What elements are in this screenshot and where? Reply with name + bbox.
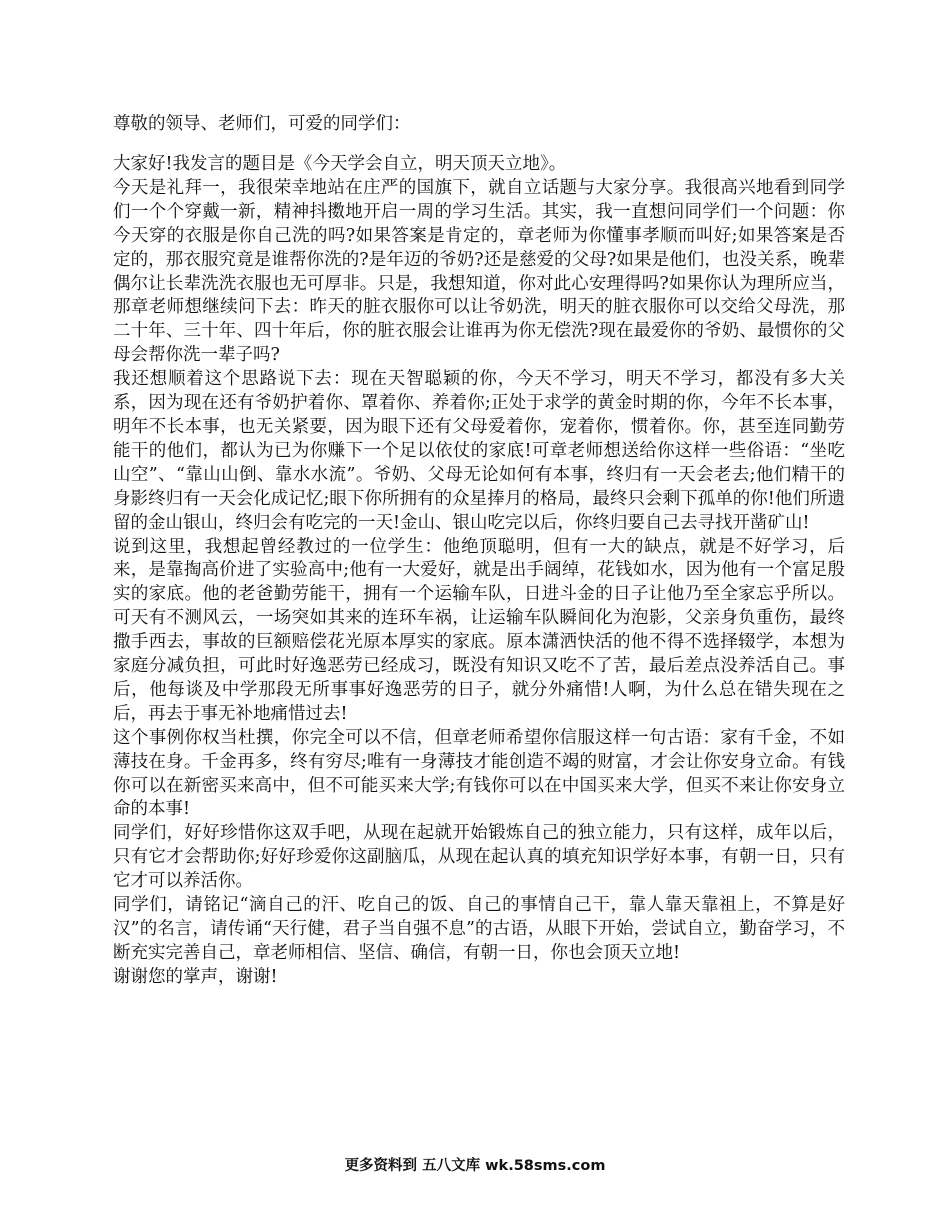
- speech-body: [113, 153, 845, 990]
- paragraph-exhortation: 同学们，请铭记“滴自己的汗、吃自己的饭、自己的事情自己干，靠人靠天靠祖上，不算是好汉”的名言，请传诵“天行健，君子当自强不息”的古语，从眼下开始，尝试自立，勤奋学习，不断充实完善自己，章老师相信、坚信、确信，有朝一日，你也会顶天立地!: [113, 895, 845, 963]
- paragraph-closing: 谢谢您的掌声，谢谢!: [113, 966, 278, 987]
- paragraph-student-story: 说到这里，我想起曾经教过的一位学生：他绝顶聪明，但有一大的缺点，就是不好学习，后来，是靠掏高价进了实验高中;他有一大爱好，就是出手阔绰，花钱如水，因为他有一个富足殷实的家底。他的老爸勤劳能干，拥有一个运输车队，日进斗金的日子让他乃至全家忘乎所以。可天有不测风云，一场突如其来的连环车祸，让运输车队瞬间化为泡影，父亲身负重伤，最终撒手西去，事故的巨额赔偿花光原本厚实的家底。原本潇洒快活的他不得不选择辍学，本想为家庭分减负担，可此时好逸恶劳已经成习，既没有知识又吃不了苦，最后差点没养活自己。事后，他每谈及中学那段无所事事好逸恶劳的日子，就分外痛惜!人啊，为什么总在错失现在之后，再去于事无补地痛惜过去!: [113, 536, 845, 724]
- paragraph-opening: 大家好!我发言的题目是《今天学会自立，明天顶天立地》。: [113, 154, 567, 174]
- paragraph-proverb: 这个事例你权当杜撰，你完全可以不信，但章老师希望你信服这样一句古语：家有千金，不如薄技在身。千金再多，终有穷尽;唯有一身薄技才能创造不竭的财富，才会让你安身立命。有钱你可以在新密买来高中，但不可能买来大学;有钱你可以在中国买来大学，但买不来让你安身立命的本事!: [113, 727, 845, 820]
- footer-watermark: 更多资料到 五八文库 wk.58sms.com: [344, 1158, 606, 1174]
- salutation: 尊敬的领导、老师们，可爱的同学们：: [113, 114, 411, 134]
- paragraph-self-reliance: 我还想顺着这个思路说下去：现在天智聪颖的你，今天不学习，明天不学习，都没有多大关系，因为现在还有爷奶护着你、罩着你、养着你;正处于求学的黄金时期的你，今年不长本事，明年不长本事，也无关紧要，因为眼下还有父母爱着你，宠着你，惯着你。你，甚至连同勤劳能干的他们，都认为已为你赚下一个足以依仗的家底!可章老师想送给你这样一些俗语：“坐吃山空”、“靠山山倒、靠水水流”。爷奶、父母无论如何有本事，终归有一天会老去;他们精干的身影终归有一天会化成记忆;眼下你所拥有的众星捧月的格局，最终只会剩下孤单的你!他们所遗留的金山银山，终归会有吃完的一天!金山、银山吃完以后，你终归要自己去寻找开凿矿山!: [113, 369, 845, 533]
- paragraph-cherish-hands: 同学们，好好珍惜你这双手吧，从现在起就开始锻炼自己的独立能力，只有这样，成年以后，只有它才会帮助你;好好珍爱你这副脑瓜，从现在起认真的填充知识学好本事，有朝一日，只有它才可以养活你。: [113, 823, 845, 892]
- paragraph-laundry-question: 今天是礼拜一，我很荣幸地站在庄严的国旗下，就自立话题与大家分享。我很高兴地看到同学们一个个穿戴一新，精神抖擞地开启一周的学习生活。其实，我一直想问同学们一个问题：你今天穿的衣服是你自己洗的吗?如果答案是肯定的，章老师为你懂事孝顺而叫好;如果答案是否定的，那衣服究竟是谁帮你洗的?是年迈的爷奶?还是慈爱的父母?如果是他们，也没关系，晚辈偶尔让长辈洗洗衣服也无可厚非。只是，我想知道，你对此心安理得吗?如果你认为理所应当，那章老师想继续问下去：昨天的脏衣服你可以让爷奶洗，明天的脏衣服你可以交给父母洗，那二十年、三十年、四十年后，你的脏衣服会让谁再为你无偿洗?现在最爱你的爷奶、最惯你的父母会帮你洗一辈子吗?: [113, 177, 845, 366]
